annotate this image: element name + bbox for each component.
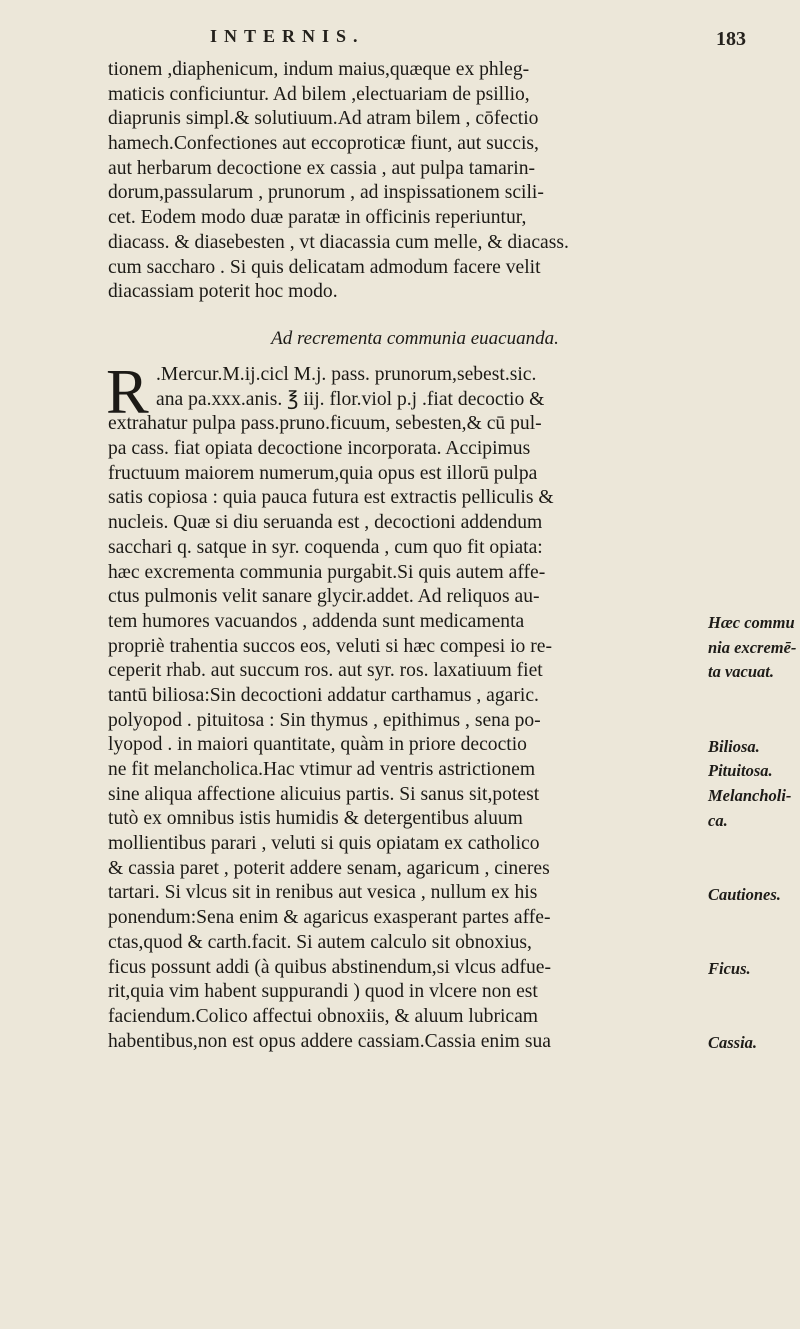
text-line: ceperit rhab. aut succum ros. aut syr. ros. laxatiuum fiet (108, 660, 543, 682)
margin-note: Hæc commu (708, 613, 795, 632)
margin-note: Pituitosa. (708, 761, 773, 781)
text-line: sine aliqua affectione alicuius partis. Si sanus sit,potest (108, 783, 540, 805)
text-line: tantū biliosa:Sin decoctioni addatur carthamus , agaric. (108, 684, 539, 706)
text-line: & cassia paret , poterit addere senam, agaricum , cineres (108, 857, 550, 879)
text-line: .Mercur.M.ij.cicl M.j. pass. prunorum,sebest.sic. (156, 364, 537, 385)
margin-note: ta vacuat. (708, 662, 774, 682)
running-head: INTERNIS. (210, 26, 365, 46)
text-line: mollientibus parari , veluti si quis opiatam ex catholico (108, 833, 540, 855)
text-line: ctus pulmonis velit sanare glycir.addet. Ad reliquos au- (108, 586, 540, 608)
text-line: aut herbarum decoctione ex cassia , aut pulpa tamarin- (108, 157, 536, 179)
text-line: pa cass. fiat opiata decoctione incorporata. Accipimus (108, 438, 531, 460)
text-line: ana pa.xxx.anis. ℥ iij. flor.viol p.j .fiat decoctio & (156, 388, 545, 410)
text-line: dorum,passularum , prunorum , ad inspissationem scili- (108, 182, 544, 204)
page-header (0, 20, 800, 56)
text-line: polyopod . pituitosa : Sin thymus , epithimus , sena po- (108, 709, 541, 731)
text-line: diacass. & diasebesten , vt diacassia cum melle, & diacass. (108, 231, 569, 253)
section-heading: Ad recrementa communia euacuanda. (271, 328, 559, 349)
text-line: tartari. Si vlcus sit in renibus aut vesica , nullum ex his (108, 882, 538, 904)
text-line: faciendum.Colico affectui obnoxiis, & aluum lubricam (108, 1005, 539, 1027)
text-line: cum saccharo . Si quis delicatam admodum facere velit (108, 256, 541, 278)
text-line: nucleis. Quæ si diu seruanda est , decoctioni addendum (108, 512, 543, 534)
text-line: ponendum:Sena enim & agaricus exasperant partes affe- (108, 907, 551, 929)
text-line: extrahatur pulpa pass.pruno.ficuum, sebesten,& cū pul- (108, 413, 542, 435)
page-number: 183 (716, 28, 746, 50)
margin-note: nia excremē- (708, 637, 797, 657)
body-text-block-1 (108, 58, 708, 305)
text-line: maticis conficiuntur. Ad bilem ,electuariam de psillio, (108, 83, 530, 105)
text-line: propriè trahentia succos eos, veluti si hæc compesi io re- (108, 635, 552, 657)
text-line: ficus possunt addi (à quibus abstinendum,si vlcus adfue- (108, 956, 551, 978)
body-text-block-2 (108, 363, 708, 1054)
text-line: fructuum maiorem numerum,quia opus est illorū pulpa (108, 462, 538, 484)
text-line: diaprunis simpl.& solutiuum.Ad atram bilem , cōfectio (108, 108, 539, 130)
text-line: habentibus,non est opus addere cassiam.Cassia enim sua (108, 1030, 551, 1052)
margin-note: Ficus. (708, 958, 751, 978)
text-line: tutò ex omnibus istis humidis & detergentibus aluum (108, 808, 523, 830)
text-line: ctas,quod & carth.facit. Si autem calculo sit obnoxius, (108, 931, 532, 953)
text-line: tem humores vacuandos , addenda sunt medicamenta (108, 610, 525, 632)
margin-note: Cautiones. (708, 884, 781, 904)
text-line: lyopod . in maiori quantitate, quàm in priore decoctio (108, 734, 527, 756)
text-line: tionem ,diaphenicum, indum maius,quæque ex phleg- (108, 59, 530, 80)
text-line: hæc excrementa communia purgabit.Si quis autem affe- (108, 561, 546, 583)
margin-note: Biliosa. (708, 736, 760, 756)
drop-capital: R (106, 356, 149, 427)
text-line: hamech.Confectiones aut eccoproticæ fiunt, aut succis, (108, 133, 539, 155)
margin-note: ca. (708, 810, 728, 830)
text-line: sacchari q. satque in syr. coquenda , cum quo fit opiata: (108, 536, 543, 558)
margin-note: Cassia. (708, 1032, 758, 1052)
text-line: rit,quia vim habent suppurandi ) quod in vlcere non est (108, 981, 538, 1003)
text-line: cet. Eodem modo duæ paratæ in officinis reperiuntur, (108, 207, 527, 229)
marginal-notes (708, 0, 800, 1329)
text-line: satis copiosa : quia pauca futura est extractis pelliculis & (108, 487, 554, 509)
text-line: ne fit melancholica.Hac vtimur ad ventris astrictionem (108, 759, 536, 780)
margin-note: Melancholi- (708, 785, 792, 805)
text-line: diacassiam poterit hoc modo. (108, 281, 338, 303)
